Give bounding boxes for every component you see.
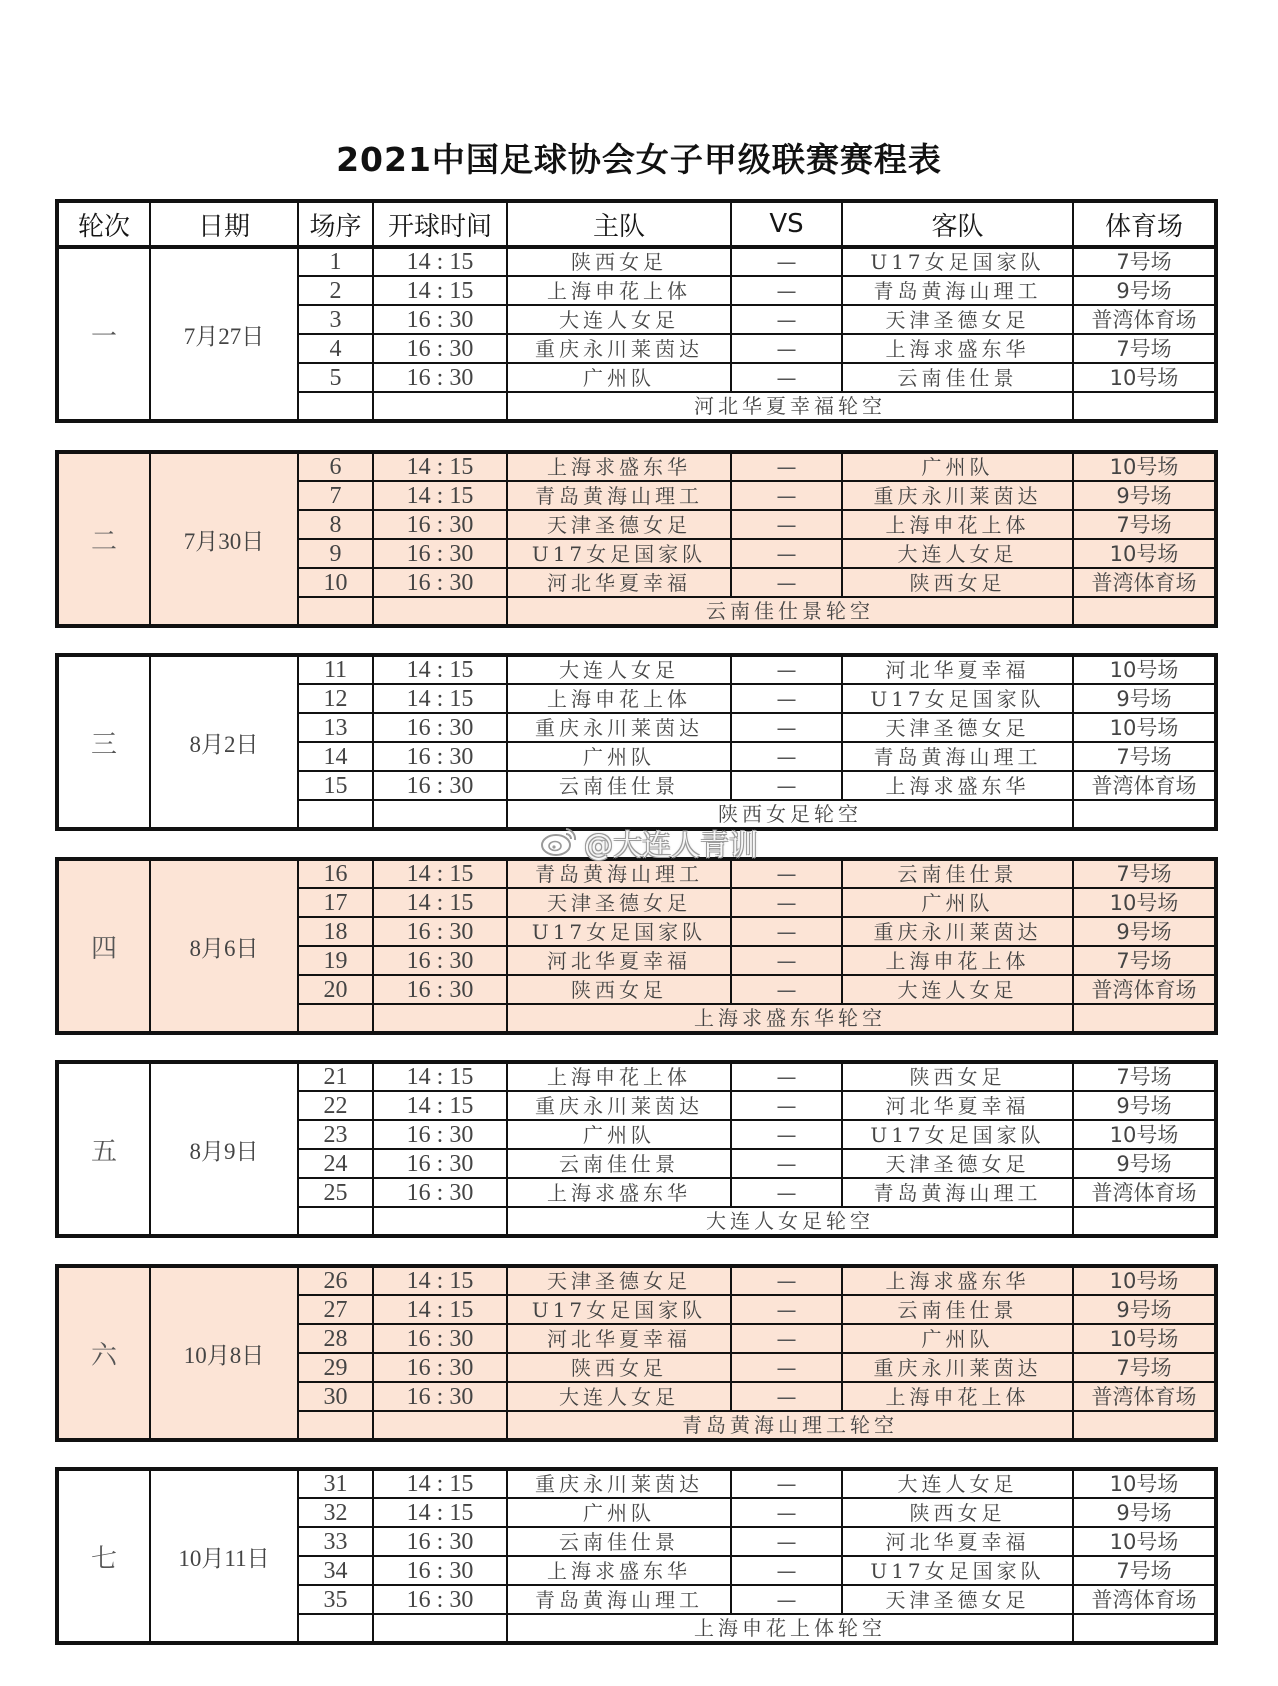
kickoff-time: 16 : 30 <box>373 917 507 946</box>
home-team: U17女足国家队 <box>507 917 731 946</box>
kickoff-time: 16 : 30 <box>373 1120 507 1149</box>
away-team: 陕西女足 <box>842 1498 1073 1527</box>
bye-team: 上海申花上体轮空 <box>507 1614 1073 1643</box>
bye-team: 陕西女足轮空 <box>507 800 1073 829</box>
away-team: 大连人女足 <box>842 539 1073 568</box>
kickoff-time-empty <box>373 1614 507 1643</box>
home-team: 重庆永川莱茵达 <box>507 1091 731 1120</box>
venue: 7号场 <box>1073 1556 1216 1585</box>
home-team: 上海申花上体 <box>507 276 731 305</box>
kickoff-time: 14 : 15 <box>373 1266 507 1295</box>
match-number: 35 <box>298 1585 373 1614</box>
away-team: 广州队 <box>842 452 1073 481</box>
kickoff-time: 16 : 30 <box>373 1382 507 1411</box>
away-team: 广州队 <box>842 1324 1073 1353</box>
match-number: 30 <box>298 1382 373 1411</box>
match-row <box>57 655 1216 684</box>
vs-dash: — <box>731 888 842 917</box>
home-team: 陕西女足 <box>507 975 731 1004</box>
venue: 10号场 <box>1073 539 1216 568</box>
home-team: 广州队 <box>507 1120 731 1149</box>
away-team: 天津圣德女足 <box>842 1585 1073 1614</box>
schedule-table-round-7 <box>55 1467 1218 1645</box>
venue: 7号场 <box>1073 946 1216 975</box>
vs-dash: — <box>731 568 842 597</box>
home-team: 河北华夏幸福 <box>507 568 731 597</box>
away-team: 上海求盛东华 <box>842 771 1073 800</box>
bye-team: 上海求盛东华轮空 <box>507 1004 1073 1033</box>
header-row <box>57 201 1216 247</box>
venue: 10号场 <box>1073 713 1216 742</box>
venue: 10号场 <box>1073 1469 1216 1498</box>
kickoff-time: 14 : 15 <box>373 684 507 713</box>
away-team: U17女足国家队 <box>842 1120 1073 1149</box>
match-date: 10月8日 <box>150 1266 298 1440</box>
home-team: 云南佳仕景 <box>507 1527 731 1556</box>
schedule-table-round-2 <box>55 450 1218 628</box>
home-team: 河北华夏幸福 <box>507 946 731 975</box>
schedule-table-round-4 <box>55 857 1218 1035</box>
home-team: 广州队 <box>507 1498 731 1527</box>
match-number: 12 <box>298 684 373 713</box>
vs-dash: — <box>731 1120 842 1149</box>
vs-dash: — <box>731 334 842 363</box>
kickoff-time: 14 : 15 <box>373 1295 507 1324</box>
vs-dash: — <box>731 1091 842 1120</box>
match-date: 7月30日 <box>150 452 298 626</box>
kickoff-time: 14 : 15 <box>373 888 507 917</box>
match-number: 16 <box>298 859 373 888</box>
match-date: 7月27日 <box>150 247 298 421</box>
match-number: 20 <box>298 975 373 1004</box>
vs-dash: — <box>731 1556 842 1585</box>
venue: 9号场 <box>1073 684 1216 713</box>
match-number: 11 <box>298 655 373 684</box>
kickoff-time: 14 : 15 <box>373 1469 507 1498</box>
home-team: 重庆永川莱茵达 <box>507 334 731 363</box>
schedule-table-round-1 <box>55 199 1218 423</box>
vs-dash: — <box>731 859 842 888</box>
home-team: 上海申花上体 <box>507 684 731 713</box>
venue: 9号场 <box>1073 1091 1216 1120</box>
away-team: 青岛黄海山理工 <box>842 742 1073 771</box>
venue: 9号场 <box>1073 481 1216 510</box>
venue: 7号场 <box>1073 742 1216 771</box>
away-team: 大连人女足 <box>842 975 1073 1004</box>
round-number: 五 <box>57 1062 150 1236</box>
vs-dash: — <box>731 510 842 539</box>
away-team: 天津圣德女足 <box>842 305 1073 334</box>
venue: 7号场 <box>1073 510 1216 539</box>
match-number-empty <box>298 392 373 421</box>
bye-team: 青岛黄海山理工轮空 <box>507 1411 1073 1440</box>
kickoff-time: 14 : 15 <box>373 1062 507 1091</box>
home-team: 青岛黄海山理工 <box>507 859 731 888</box>
venue: 10号场 <box>1073 1324 1216 1353</box>
round-number: 四 <box>57 859 150 1033</box>
vs-dash: — <box>731 481 842 510</box>
vs-dash: — <box>731 713 842 742</box>
away-team: 上海求盛东华 <box>842 1266 1073 1295</box>
match-number: 19 <box>298 946 373 975</box>
venue: 7号场 <box>1073 334 1216 363</box>
home-team: 重庆永川莱茵达 <box>507 1469 731 1498</box>
away-team: 上海申花上体 <box>842 946 1073 975</box>
vs-dash: — <box>731 1382 842 1411</box>
vs-dash: — <box>731 305 842 334</box>
match-number: 23 <box>298 1120 373 1149</box>
header-away-team: 客队 <box>842 201 1073 247</box>
match-number: 6 <box>298 452 373 481</box>
vs-dash: — <box>731 539 842 568</box>
kickoff-time: 16 : 30 <box>373 975 507 1004</box>
kickoff-time: 16 : 30 <box>373 1324 507 1353</box>
venue: 普湾体育场 <box>1073 568 1216 597</box>
venue-empty <box>1073 1004 1216 1033</box>
kickoff-time: 14 : 15 <box>373 481 507 510</box>
kickoff-time: 16 : 30 <box>373 771 507 800</box>
vs-dash: — <box>731 247 842 276</box>
round-number: 六 <box>57 1266 150 1440</box>
away-team: 天津圣德女足 <box>842 1149 1073 1178</box>
vs-dash: — <box>731 1149 842 1178</box>
match-number: 31 <box>298 1469 373 1498</box>
match-row <box>57 1469 1216 1498</box>
kickoff-time-empty <box>373 597 507 626</box>
home-team: U17女足国家队 <box>507 1295 731 1324</box>
home-team: 上海申花上体 <box>507 1062 731 1091</box>
away-team: 重庆永川莱茵达 <box>842 1353 1073 1382</box>
vs-dash: — <box>731 1585 842 1614</box>
home-team: 青岛黄海山理工 <box>507 1585 731 1614</box>
kickoff-time: 16 : 30 <box>373 742 507 771</box>
venue: 9号场 <box>1073 1149 1216 1178</box>
match-row <box>57 452 1216 481</box>
match-number: 14 <box>298 742 373 771</box>
round-number: 一 <box>57 247 150 421</box>
venue: 10号场 <box>1073 1266 1216 1295</box>
home-team: 河北华夏幸福 <box>507 1324 731 1353</box>
schedule-table-round-5 <box>55 1060 1218 1238</box>
vs-dash: — <box>731 1295 842 1324</box>
match-number: 10 <box>298 568 373 597</box>
away-team: U17女足国家队 <box>842 684 1073 713</box>
venue-empty <box>1073 597 1216 626</box>
match-number-empty <box>298 1004 373 1033</box>
venue: 9号场 <box>1073 1295 1216 1324</box>
match-number: 15 <box>298 771 373 800</box>
vs-dash: — <box>731 1353 842 1382</box>
vs-dash: — <box>731 1266 842 1295</box>
vs-dash: — <box>731 1527 842 1556</box>
away-team: 河北华夏幸福 <box>842 1091 1073 1120</box>
away-team: 青岛黄海山理工 <box>842 1178 1073 1207</box>
kickoff-time: 16 : 30 <box>373 1585 507 1614</box>
venue: 9号场 <box>1073 917 1216 946</box>
match-number-empty <box>298 1411 373 1440</box>
header-vs: VS <box>731 201 842 247</box>
vs-dash: — <box>731 684 842 713</box>
venue: 9号场 <box>1073 1498 1216 1527</box>
vs-dash: — <box>731 917 842 946</box>
home-team: 上海求盛东华 <box>507 1556 731 1585</box>
venue: 10号场 <box>1073 452 1216 481</box>
home-team: 广州队 <box>507 363 731 392</box>
match-number: 13 <box>298 713 373 742</box>
kickoff-time: 16 : 30 <box>373 363 507 392</box>
home-team: 天津圣德女足 <box>507 1266 731 1295</box>
kickoff-time: 16 : 30 <box>373 1149 507 1178</box>
match-number: 2 <box>298 276 373 305</box>
kickoff-time: 16 : 30 <box>373 946 507 975</box>
away-team: 陕西女足 <box>842 1062 1073 1091</box>
vs-dash: — <box>731 1062 842 1091</box>
away-team: 大连人女足 <box>842 1469 1073 1498</box>
away-team: 云南佳仕景 <box>842 363 1073 392</box>
venue: 7号场 <box>1073 247 1216 276</box>
vs-dash: — <box>731 771 842 800</box>
round-number: 二 <box>57 452 150 626</box>
match-number-empty <box>298 597 373 626</box>
match-number: 21 <box>298 1062 373 1091</box>
kickoff-time: 14 : 15 <box>373 247 507 276</box>
match-number: 32 <box>298 1498 373 1527</box>
away-team: 重庆永川莱茵达 <box>842 481 1073 510</box>
home-team: 陕西女足 <box>507 1353 731 1382</box>
home-team: 云南佳仕景 <box>507 1149 731 1178</box>
schedule-table-round-6 <box>55 1264 1218 1442</box>
match-number: 17 <box>298 888 373 917</box>
round-number: 七 <box>57 1469 150 1643</box>
vs-dash: — <box>731 1469 842 1498</box>
vs-dash: — <box>731 742 842 771</box>
kickoff-time: 16 : 30 <box>373 1353 507 1382</box>
weibo-logo-icon <box>540 823 580 863</box>
away-team: 青岛黄海山理工 <box>842 276 1073 305</box>
header-round: 轮次 <box>57 201 150 247</box>
match-number: 25 <box>298 1178 373 1207</box>
header-match-number: 场序 <box>298 201 373 247</box>
match-number-empty <box>298 1614 373 1643</box>
venue: 普湾体育场 <box>1073 305 1216 334</box>
venue: 10号场 <box>1073 655 1216 684</box>
venue: 10号场 <box>1073 1527 1216 1556</box>
header-home-team: 主队 <box>507 201 731 247</box>
home-team: 大连人女足 <box>507 305 731 334</box>
match-date: 8月2日 <box>150 655 298 829</box>
match-number: 1 <box>298 247 373 276</box>
kickoff-time: 14 : 15 <box>373 1498 507 1527</box>
home-team: 上海求盛东华 <box>507 452 731 481</box>
header-venue: 体育场 <box>1073 201 1216 247</box>
home-team: 广州队 <box>507 742 731 771</box>
kickoff-time: 14 : 15 <box>373 859 507 888</box>
match-number: 33 <box>298 1527 373 1556</box>
venue: 10号场 <box>1073 888 1216 917</box>
home-team: 大连人女足 <box>507 655 731 684</box>
venue: 普湾体育场 <box>1073 1585 1216 1614</box>
schedule-table-round-3 <box>55 653 1218 831</box>
kickoff-time-empty <box>373 800 507 829</box>
vs-dash: — <box>731 1324 842 1353</box>
away-team: 上海申花上体 <box>842 1382 1073 1411</box>
vs-dash: — <box>731 1498 842 1527</box>
away-team: 上海申花上体 <box>842 510 1073 539</box>
vs-dash: — <box>731 975 842 1004</box>
home-team: 天津圣德女足 <box>507 888 731 917</box>
match-number: 24 <box>298 1149 373 1178</box>
home-team: 青岛黄海山理工 <box>507 481 731 510</box>
vs-dash: — <box>731 946 842 975</box>
venue: 10号场 <box>1073 363 1216 392</box>
away-team: 云南佳仕景 <box>842 1295 1073 1324</box>
away-team: 重庆永川莱茵达 <box>842 917 1073 946</box>
vs-dash: — <box>731 276 842 305</box>
venue-empty <box>1073 1614 1216 1643</box>
match-date: 10月11日 <box>150 1469 298 1643</box>
kickoff-time: 16 : 30 <box>373 713 507 742</box>
kickoff-time: 16 : 30 <box>373 539 507 568</box>
watermark-text: @大连人青训 <box>584 827 759 862</box>
kickoff-time: 16 : 30 <box>373 1527 507 1556</box>
away-team: U17女足国家队 <box>842 247 1073 276</box>
round-number: 三 <box>57 655 150 829</box>
match-row <box>57 247 1216 276</box>
page-title: 2021中国足球协会女子甲级联赛赛程表 <box>336 140 942 179</box>
match-number-empty <box>298 800 373 829</box>
kickoff-time: 16 : 30 <box>373 1178 507 1207</box>
home-team: 重庆永川莱茵达 <box>507 713 731 742</box>
match-number: 27 <box>298 1295 373 1324</box>
away-team: 云南佳仕景 <box>842 859 1073 888</box>
away-team: 天津圣德女足 <box>842 713 1073 742</box>
match-date: 8月9日 <box>150 1062 298 1236</box>
venue: 10号场 <box>1073 1120 1216 1149</box>
vs-dash: — <box>731 1178 842 1207</box>
match-number: 22 <box>298 1091 373 1120</box>
header-date: 日期 <box>150 201 298 247</box>
home-team: 大连人女足 <box>507 1382 731 1411</box>
venue-empty <box>1073 800 1216 829</box>
match-number: 18 <box>298 917 373 946</box>
kickoff-time: 14 : 15 <box>373 452 507 481</box>
match-number: 5 <box>298 363 373 392</box>
vs-dash: — <box>731 655 842 684</box>
home-team: 云南佳仕景 <box>507 771 731 800</box>
venue: 9号场 <box>1073 276 1216 305</box>
kickoff-time: 16 : 30 <box>373 334 507 363</box>
kickoff-time-empty <box>373 1411 507 1440</box>
match-number: 34 <box>298 1556 373 1585</box>
home-team: 天津圣德女足 <box>507 510 731 539</box>
vs-dash: — <box>731 363 842 392</box>
match-row <box>57 1266 1216 1295</box>
kickoff-time: 16 : 30 <box>373 568 507 597</box>
kickoff-time: 16 : 30 <box>373 1556 507 1585</box>
venue: 普湾体育场 <box>1073 1178 1216 1207</box>
away-team: 广州队 <box>842 888 1073 917</box>
kickoff-time: 14 : 15 <box>373 276 507 305</box>
kickoff-time-empty <box>373 392 507 421</box>
venue: 普湾体育场 <box>1073 1382 1216 1411</box>
home-team: U17女足国家队 <box>507 539 731 568</box>
match-row <box>57 1062 1216 1091</box>
kickoff-time: 14 : 15 <box>373 1091 507 1120</box>
kickoff-time-empty <box>373 1004 507 1033</box>
vs-dash: — <box>731 452 842 481</box>
home-team: 上海求盛东华 <box>507 1178 731 1207</box>
away-team: 陕西女足 <box>842 568 1073 597</box>
venue: 7号场 <box>1073 859 1216 888</box>
away-team: 河北华夏幸福 <box>842 1527 1073 1556</box>
venue: 7号场 <box>1073 1062 1216 1091</box>
match-number: 3 <box>298 305 373 334</box>
venue: 普湾体育场 <box>1073 771 1216 800</box>
match-number: 8 <box>298 510 373 539</box>
venue-empty <box>1073 392 1216 421</box>
kickoff-time: 14 : 15 <box>373 655 507 684</box>
header-kickoff-time: 开球时间 <box>373 201 507 247</box>
away-team: 上海求盛东华 <box>842 334 1073 363</box>
home-team: 陕西女足 <box>507 247 731 276</box>
match-number: 26 <box>298 1266 373 1295</box>
match-date: 8月6日 <box>150 859 298 1033</box>
bye-team: 大连人女足轮空 <box>507 1207 1073 1236</box>
match-number: 7 <box>298 481 373 510</box>
venue: 普湾体育场 <box>1073 975 1216 1004</box>
venue-empty <box>1073 1411 1216 1440</box>
venue: 7号场 <box>1073 1353 1216 1382</box>
match-number: 28 <box>298 1324 373 1353</box>
bye-team: 河北华夏幸福轮空 <box>507 392 1073 421</box>
away-team: 河北华夏幸福 <box>842 655 1073 684</box>
match-number-empty <box>298 1207 373 1236</box>
match-number: 9 <box>298 539 373 568</box>
kickoff-time: 16 : 30 <box>373 510 507 539</box>
venue-empty <box>1073 1207 1216 1236</box>
bye-team: 云南佳仕景轮空 <box>507 597 1073 626</box>
match-number: 29 <box>298 1353 373 1382</box>
away-team: U17女足国家队 <box>842 1556 1073 1585</box>
watermark <box>540 824 758 862</box>
match-number: 4 <box>298 334 373 363</box>
kickoff-time: 16 : 30 <box>373 305 507 334</box>
kickoff-time-empty <box>373 1207 507 1236</box>
